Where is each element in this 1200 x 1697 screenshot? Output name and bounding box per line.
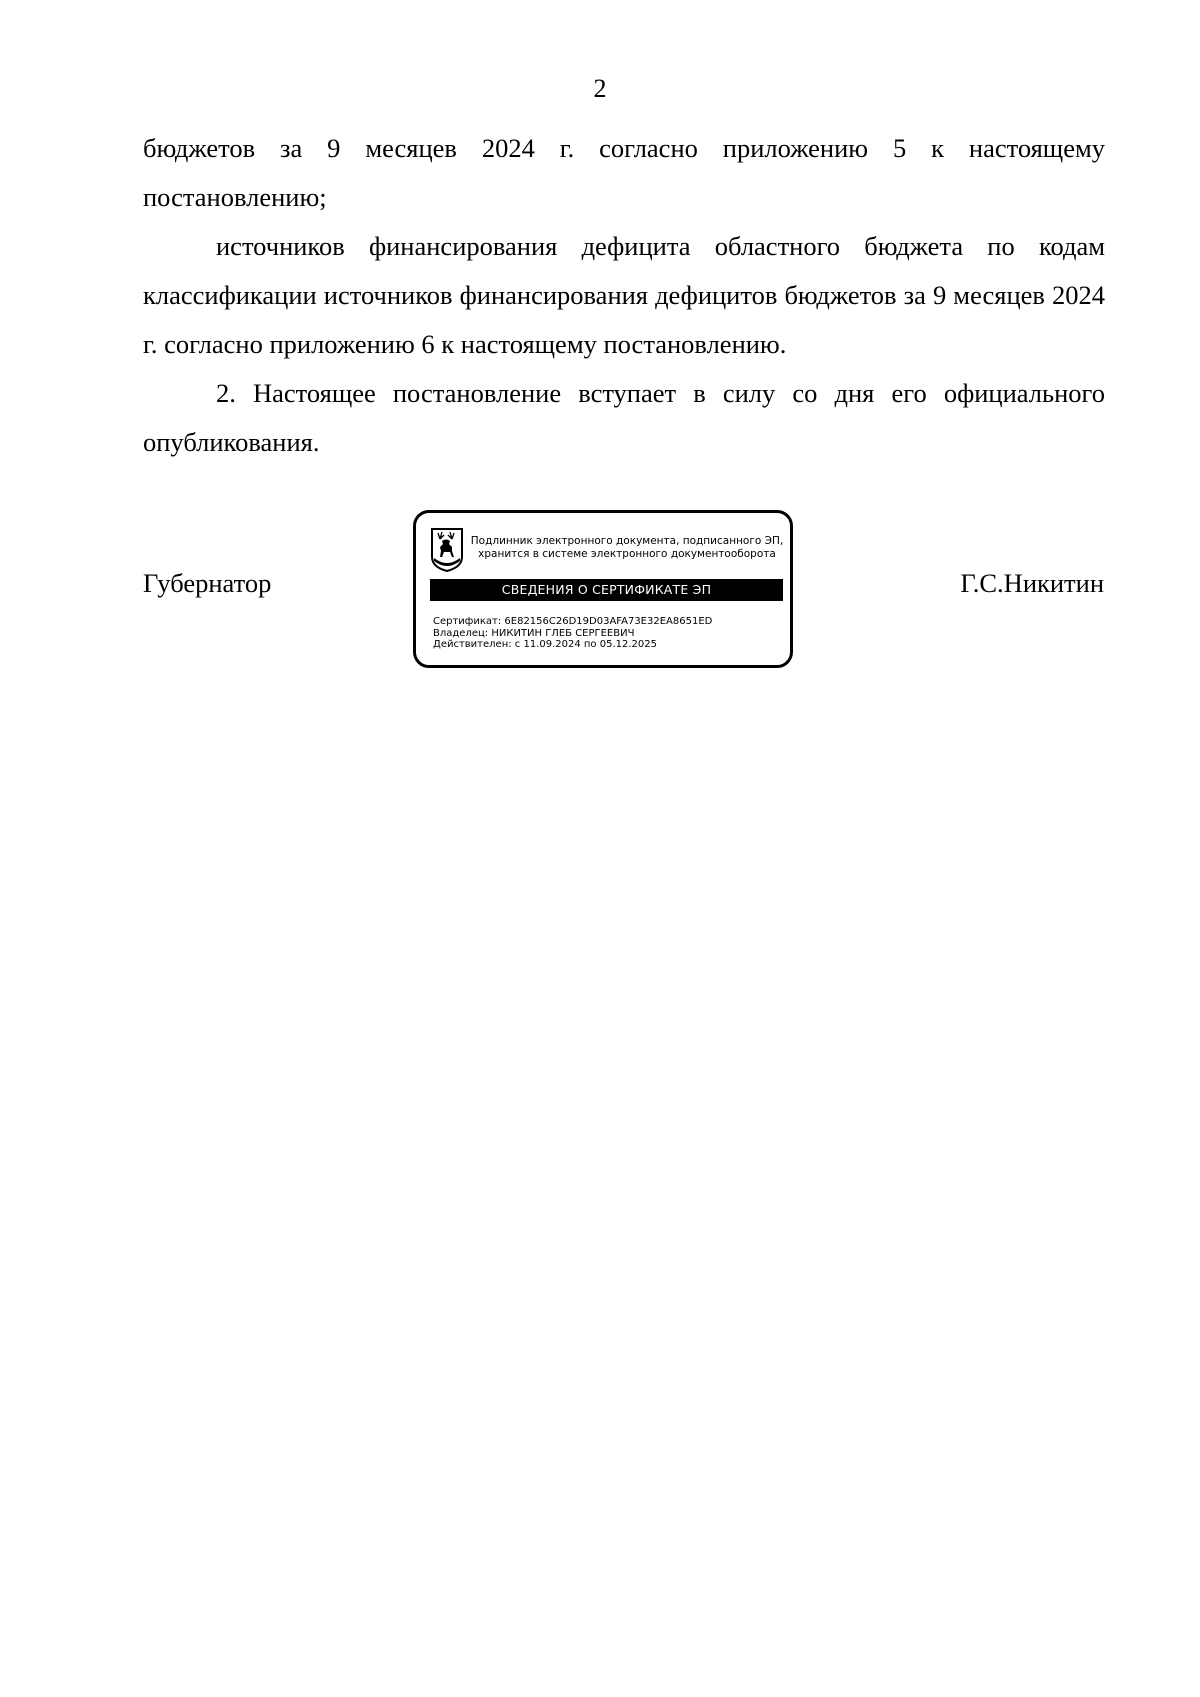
certificate-validity: Действителен: с 11.09.2024 по 05.12.2025 [433, 639, 657, 650]
coat-of-arms-deer-icon [430, 527, 464, 573]
signatory-position: Губернатор [143, 568, 272, 598]
signatory-name: Г.С.Никитин [960, 568, 1104, 598]
certificate-info-bar: СВЕДЕНИЯ О СЕРТИФИКАТЕ ЭП [430, 579, 783, 601]
page-number: 2 [593, 74, 607, 103]
electronic-signature-stamp [413, 510, 793, 668]
certificate-owner: Владелец: НИКИТИН ГЛЕБ СЕРГЕЕВИЧ [433, 627, 635, 639]
paragraph: бюджетов за 9 месяцев 2024 г. согласно приложению 5 к настоящему постановлению; [143, 133, 1105, 212]
paragraph: 2. Настоящее постановление вступает в силу со дня его официального опубликования. [143, 378, 1105, 457]
stamp-header-line: Подлинник электронного документа, подписанного ЭП, [470, 535, 784, 547]
certificate-details [433, 616, 783, 651]
certificate-number: Сертификат: 6E82156C26D19D03AFA73E32EA8651ED [433, 616, 713, 627]
paragraph: источников финансирования дефицита областного бюджета по кодам классификации источников финансирования дефицитов бюджетов за 9 месяцев 2024 г. согласно приложению 6 к настоящему постановлению. [143, 231, 1105, 359]
document-body [143, 124, 1105, 467]
stamp-header-line: хранится в системе электронного документооборота [478, 548, 776, 560]
stamp-header [466, 535, 788, 561]
